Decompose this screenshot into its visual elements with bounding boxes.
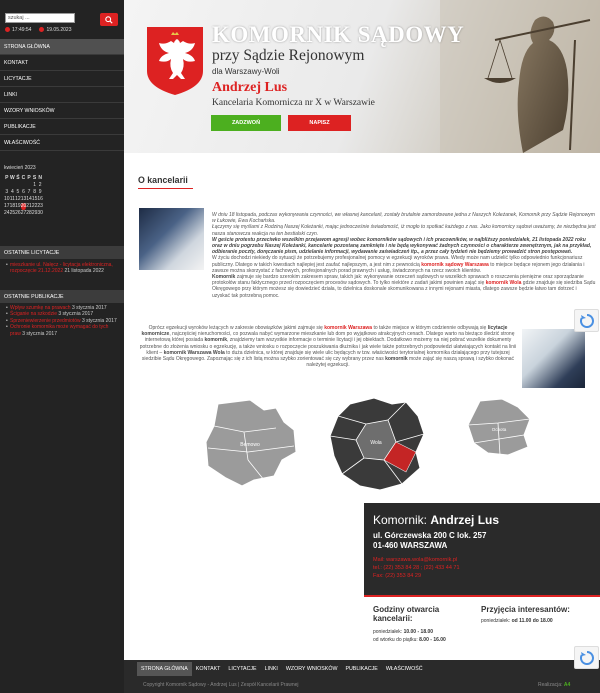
clock-icon <box>5 27 10 32</box>
footer-item-publications[interactable]: PUBLIKACJE <box>345 666 378 672</box>
clock-date: 19.05.2023 <box>46 27 72 33</box>
publication-link[interactable]: Wpływ szumkę na prawach <box>10 305 71 311</box>
text-bold: komornik Warszawa Wola <box>163 349 225 356</box>
contact-box <box>364 503 600 660</box>
footer-item-links[interactable]: LINKI <box>264 666 278 672</box>
search-row <box>5 13 75 23</box>
recaptcha-badge[interactable] <box>574 309 599 332</box>
map-label: Bemowo <box>240 442 260 448</box>
calendar-day[interactable]: 27 <box>20 210 27 216</box>
publication-link[interactable]: Ochronie komornika może wymagać do tych praw <box>10 324 109 337</box>
footer-item-home[interactable]: STRONA GŁÓWNA <box>137 662 192 676</box>
ochota-map[interactable] <box>468 399 532 457</box>
contact-details <box>373 556 460 580</box>
footer-item-jurisdiction[interactable]: WŁAŚCIWOŚĆ <box>385 666 423 672</box>
publication-link[interactable]: Sprzeniewierzenie przedmiotów <box>10 317 81 324</box>
realization-label: Realizacja: <box>538 682 563 688</box>
sidebar-item-home[interactable]: STRONA GŁÓWNA <box>0 39 124 55</box>
hero-city: dla Warszawy-Woli <box>212 67 280 76</box>
eagle-emblem-image <box>147 27 203 95</box>
footer-item-auctions[interactable]: LICYTACJE <box>228 666 257 672</box>
sidebar-item-jurisdiction[interactable]: WŁAŚCIWOŚĆ <box>0 135 124 151</box>
hero-office: Kancelaria Komornicza nr X w Warszawie <box>212 98 375 108</box>
calendar-day[interactable]: 20 <box>20 203 27 209</box>
calendar-grid <box>4 175 43 217</box>
intro-link[interactable]: komornik sądowy Warszawa <box>421 261 489 268</box>
sidebar-item-publications[interactable]: PUBLIKACJE <box>0 119 124 135</box>
clock-time: 17:49:54 <box>12 27 32 33</box>
page-title: O kancelarii <box>138 175 188 185</box>
contact-label: Komornik: <box>373 513 428 527</box>
intro-paragraph: W życiu dochodzi niekiedy do sytuacji że potrzebujemy profesjonalnej pomocy w egzekucji wyroków prawa. Wtedy może nam udzielić tylko odpowiednio funkcjonariusz publiczny. Dlatego w takich kwestiach najlepiej jest zaufać najlepszym, a jest nim z pewnością <box>212 255 583 268</box>
list-item <box>6 262 118 275</box>
address-city: 01-460 WARSZAWA <box>373 541 448 550</box>
recaptcha-icon <box>580 314 594 328</box>
text: , znajdziemy tam wszystkie informacje o terminie licytacji i jej obiektach. Dodatkowo możemy na niej pobrać wszelkie dokumenty potrzebne do złożenia wniosku o egzekucję, a także wniosku o rozpoczęcie poszukiwania dłużnika i jak wiele także potrzebnych podpowiedzi ułatwiających kontakt na linii klient – <box>139 337 517 356</box>
sidebar-item-contact[interactable]: KONTAKT <box>0 55 124 71</box>
interest-text <box>481 618 553 624</box>
handshake-photo <box>522 329 585 388</box>
hero-banner <box>124 0 600 153</box>
publication-date: 3 stycznia 2017 <box>22 330 57 337</box>
calendar-day[interactable]: 2 <box>38 182 42 188</box>
clock <box>5 27 31 33</box>
contact-fax: Fax: (22) 353 84 29 <box>373 573 422 579</box>
footer-nav <box>137 662 427 676</box>
text-bold: komornik <box>385 356 408 363</box>
calendar-weekday: Ś <box>16 175 20 181</box>
calendar-day[interactable]: 9 <box>38 189 42 195</box>
calendar-day[interactable]: 5 <box>16 189 20 195</box>
calendar-day[interactable]: 24 <box>4 210 10 216</box>
intro-paragraph: W dniu 18 listopada, podczas wykonywania czynności, we własnej kancelarii, zostały brutalnie zamordowane jedna z Naszych Koleżanek, Komornik przy Sądzie Rejonowym w Łukowie, Ewa Kochańska. <box>212 212 595 225</box>
list-item <box>6 324 118 337</box>
date <box>39 27 71 33</box>
footer-item-forms[interactable]: WZORY WNIOSKÓW <box>285 666 338 672</box>
search-button[interactable] <box>100 13 118 26</box>
calendar-day[interactable]: 19 <box>15 203 21 209</box>
bemowo-map[interactable] <box>204 400 300 488</box>
hours-box <box>364 597 600 660</box>
interest-value: od 11.00 do 18.00 <box>511 618 553 624</box>
recaptcha-badge-bottom[interactable] <box>574 646 599 669</box>
calendar-day[interactable]: 12 <box>15 196 21 202</box>
calendar-weekday: N <box>38 175 42 181</box>
sidebar-item-auctions[interactable]: LICYTACJE <box>0 71 124 87</box>
footer <box>124 660 600 693</box>
map-label: Ochota <box>491 427 507 432</box>
publication-link[interactable]: Ściganie na szkodzie <box>10 311 57 318</box>
calendar <box>4 165 43 217</box>
calendar-title: kwiecień 2023 <box>4 165 36 171</box>
footer-item-contact[interactable]: KONTAKT <box>195 666 221 672</box>
publication-date: 3 stycznia 2017 <box>58 311 94 318</box>
text-bold: licytacje komornicze <box>141 325 508 338</box>
calendar-day[interactable]: 23 <box>37 203 43 209</box>
calendar-weekday: C <box>21 175 26 181</box>
office-photo <box>139 208 204 270</box>
calendar-weekday: P <box>27 175 31 181</box>
hero-subtitle: przy Sądzie Rejonowym <box>212 47 365 64</box>
interest-title: Przyjęcia interesantów: <box>481 605 570 614</box>
recent-auctions-title: OSTATNIE LICYTACJE <box>0 246 124 259</box>
copyright: Copyright Komornik Sądowy - Andrzej Lus | Zespół Kancelarii Prawnej <box>143 682 299 688</box>
text: to także miejsce w którym codziennie odbywają się <box>373 325 487 331</box>
recent-publications-list <box>6 305 118 337</box>
calendar-day[interactable]: 17 <box>4 203 10 209</box>
calendar-day[interactable]: 25 <box>9 210 16 216</box>
calendar-day[interactable]: 14 <box>26 196 32 202</box>
intro-link[interactable]: komornik Wola <box>485 280 522 287</box>
calendar-day[interactable]: 3 <box>5 189 9 195</box>
wola-map[interactable] <box>330 398 426 492</box>
sidebar-nav <box>0 39 124 151</box>
hero-name: Andrzej Lus <box>212 80 288 95</box>
calendar-day[interactable]: 4 <box>10 189 14 195</box>
contact-name <box>373 513 499 527</box>
auction-date: 21 listopada 2022 <box>64 268 104 275</box>
calendar-day[interactable]: 15 <box>31 196 38 202</box>
text-link[interactable]: komornik Warszawa <box>324 325 373 331</box>
intro-bold: Komornik <box>212 274 236 281</box>
calendar-day[interactable]: 1 <box>33 182 36 188</box>
contact-person: Andrzej Lus <box>430 513 500 527</box>
recaptcha-icon <box>580 651 594 665</box>
text: może zająć się naszą sprawą i szybko dokonać należytej egzekucji. <box>306 356 515 369</box>
calendar-day[interactable]: 29 <box>31 210 38 216</box>
hero-title: KOMORNIK SĄDOWY <box>212 22 465 47</box>
hours-value: 10.00 - 18.00 <box>403 629 434 635</box>
second-text <box>138 325 518 368</box>
hours-label: od wtorku do piątku: <box>373 637 418 643</box>
intro-paragraph-bold: W geście protestu przeciwko wszelkim przejawom agresji wobec komorników sądowych i ich pracowników, w najbliższy poniedziałek, 21 listopada 2022 roku oraz w dniu pogrzebu Naszej Koleżanki, kancelarie pozostaną zamknięte i nie będą wykonywać żadnych czynności o charakterze zewnętrznym, jak na przykład, odbieranie poczty, doręczanie pism, udzielanie informacji, wydawanie zaświadczeń itp., a przez cały tydzień nie będziemy prowadzić stron postępowań. <box>212 236 592 256</box>
text: Oprócz egzekucji wyroków leżących w zakresie obowiązków jakimi zajmuje się <box>148 325 323 331</box>
contact-address <box>373 531 486 551</box>
interest-label: poniedziałek: <box>481 618 511 624</box>
calendar-weekday: W <box>9 175 15 181</box>
sidebar-item-links[interactable]: LINKI <box>0 87 124 103</box>
intro-paragraph: Łączymy się myślami z Rodziną Naszej Koleżanki, mając jednocześnie świadomość, iż mogło to spotkać każdego z nas. Jako komornicy sądowi uważamy, że niezbędna jest nasza stanowcza reakcja na ten bestialski czyn. <box>212 224 596 237</box>
calendar-day[interactable]: 16 <box>37 196 43 202</box>
calendar-day[interactable]: 18 <box>9 203 16 209</box>
sidebar <box>0 0 124 693</box>
hours-label: poniedziałek: <box>373 629 403 635</box>
text: , najczęściej nieruchomości, co pozwala nabyć wymarzone mieszkanie lub dom po wyjątkowo atrakcyjnych cenach. Dlatego warto na bieżąco śledzić stronę internetową której posiada <box>144 331 515 344</box>
contact-email[interactable]: Mail: warszawa.wola@komornik.pl <box>373 557 458 563</box>
calendar-day[interactable]: 10 <box>4 196 10 202</box>
clock-row <box>5 27 72 33</box>
content-lower <box>124 503 364 660</box>
text-bold: komornik <box>204 337 227 344</box>
intro-paragraph: gdzie znajduje się siedziba Sądu Okręgowego przy którym możesz się dowiedzieć działa, to dzielnica doskonale skomunikowana z innymi rejonami miasta, dlatego zawsze będzie łatwo tam dotrzeć i uzyskać tak potrzebną pomoc. <box>212 280 596 299</box>
calendar-day[interactable]: 22 <box>31 203 38 209</box>
title-underline <box>138 188 193 189</box>
calendar-icon <box>39 27 44 32</box>
realization-brand[interactable]: A4 <box>563 682 571 688</box>
calendar-day[interactable]: 11 <box>9 196 15 202</box>
calendar-day[interactable]: 13 <box>20 196 27 202</box>
auction-link[interactable]: mieszkanie ul. Nałęcz - licytacja elektroniczna, rozpoczęcie 21.12.2022 <box>10 262 113 275</box>
calendar-weekday: P <box>5 175 9 181</box>
publication-date: 3 stycznia 2017 <box>71 305 107 311</box>
intro-paragraph: zajmuje się bardzo szerokim zakresem spraw, takich jak: wykonywanie orzeczeń sądowych w wszelkich sprawach o roszczenia pieniężne oraz sporządzanie protokołów stanu faktycznego przed rozpoczęciem procesów sądowych. To tylko niektóre z zadań jakimi powinien zająć się <box>212 274 584 287</box>
search-input[interactable] <box>5 13 75 23</box>
calendar-day[interactable]: 21 <box>26 203 32 209</box>
write-button[interactable]: NAPISZ <box>288 115 351 131</box>
calendar-weekday: S <box>32 175 37 181</box>
hours-value: 8.00 - 16.00 <box>419 637 446 643</box>
text: to duża dzielnica, w której znajduje się wiele ulic będących w tzw. właściwości terytorialnej komornika działającego przy tutejszej siedzibie Sądu Okręgowego. Zapoznając się z ich listą można szybko zorientować się czy wybrany przez nas <box>141 349 510 363</box>
intro-paragraph: to miejsce będące rejonem jego działania i zawsze można skorzystać z fachowych, profesjonalnych porad prawnych i usług, świadczonych na rzecz swoich klientów. <box>212 261 585 274</box>
realization-credit <box>538 682 570 688</box>
calendar-day[interactable]: 7 <box>27 189 31 195</box>
map-label: Wola <box>370 440 382 446</box>
contact-phone[interactable]: tel.: (22) 353 84 28 ; (22) 433 44 71 <box>373 565 460 571</box>
hours-text <box>373 628 446 644</box>
calendar-day[interactable]: 6 <box>22 189 25 195</box>
call-button[interactable]: ZADZWOŃ <box>211 115 281 131</box>
sidebar-item-forms[interactable]: WZORY WNIOSKÓW <box>0 103 124 119</box>
recent-auctions-list <box>6 262 118 275</box>
search-icon <box>105 16 113 24</box>
publication-date: 3 stycznia 2017 <box>81 317 117 324</box>
calendar-day[interactable]: 28 <box>26 210 32 216</box>
main-content <box>124 153 600 503</box>
calendar-day[interactable]: 8 <box>33 189 36 195</box>
intro-text <box>212 212 596 299</box>
calendar-day[interactable]: 30 <box>37 210 43 216</box>
address-street: ul. Górczewska 200 C lok. 257 <box>373 531 487 540</box>
calendar-day[interactable]: 26 <box>15 210 21 216</box>
recent-publications-title: OSTATNIE PUBLIKACJE <box>0 290 124 303</box>
hours-title: Godziny otwarcia kancelarii: <box>373 605 440 623</box>
